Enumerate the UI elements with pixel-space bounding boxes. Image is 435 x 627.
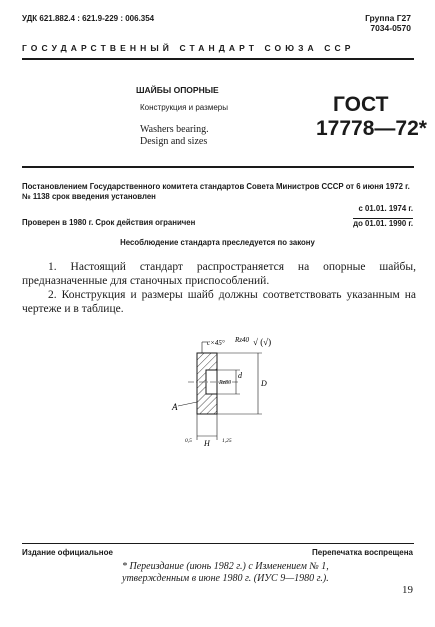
edition-label: Издание официальное (22, 548, 113, 557)
decree-text: Постановлением Государственного комитета стандартов Совета Министров СССР от 6 июня 1972 г. № 1138 срок введения установлен (22, 182, 410, 201)
left-roughness-label: 0,5 (185, 438, 192, 444)
group-line-1: Группа Г27 (365, 13, 411, 23)
reissue-note-line-1: * Переиздание (июнь 1982 г.) с Изменением № 1, (122, 561, 329, 572)
outer-diameter-label: D (261, 379, 267, 388)
dimension-lines (178, 342, 262, 440)
expiry-date: до 01.01. 1990 г. (353, 219, 413, 228)
chamfer-label: c×45° (207, 339, 225, 347)
surface-a-label: A (172, 402, 178, 412)
title-rule (22, 166, 414, 168)
right-roughness-label: 1,25 (222, 438, 232, 444)
height-label: H (204, 439, 210, 448)
udc-code: УДК 621.882.4 : 621.9-229 : 006.354 (22, 14, 155, 23)
roughness-symbol: √ (√) (253, 337, 272, 347)
group-code (365, 13, 411, 33)
top-rule (22, 58, 414, 60)
group-line-2: 7034-0570 (370, 23, 411, 33)
review-note: Проверен в 1980 г. Срок действия ограничен (22, 218, 196, 227)
reissue-note (122, 561, 422, 585)
gost-number: 17778—72* (316, 117, 427, 140)
footer-rule (22, 543, 414, 544)
page-number: 19 (402, 584, 413, 596)
russian-subtitle: Конструкция и размеры (140, 103, 228, 112)
washer-section (197, 353, 217, 414)
roughness-inner-label: Rz80 (219, 380, 231, 386)
washer-drawing (150, 336, 290, 448)
paragraph-1: 1. Настоящий стандарт распространяется на опорные шайбы, предназначенные для станочных приспособлений. (22, 261, 416, 287)
english-title-line-1: Washers bearing. (140, 124, 209, 135)
roughness-main-label: Rz40 (235, 336, 249, 344)
russian-title: ШАЙБЫ ОПОРНЫЕ (136, 85, 219, 95)
gost-label: ГОСТ (333, 93, 389, 116)
paragraph-2: 2. Конструкция и размеры шайб должны соответствовать указанным на чертеже и в таблице. (22, 289, 416, 315)
english-title (140, 124, 209, 148)
law-notice: Несоблюдение стандарта преследуется по закону (120, 238, 315, 247)
english-title-line-2: Design and sizes (140, 136, 208, 147)
inner-diameter-label: d (238, 371, 242, 380)
state-standard-banner: ГОСУДАРСТВЕННЫЙ СТАНДАРТ СОЮЗА ССР (22, 43, 355, 53)
reprint-label: Перепечатка воспрещена (312, 548, 413, 557)
reissue-note-line-2: утвержденным в июне 1980 г. (ИУС 9—1980 г.). (122, 573, 329, 584)
effective-date: с 01.01. 1974 г. (358, 204, 413, 213)
